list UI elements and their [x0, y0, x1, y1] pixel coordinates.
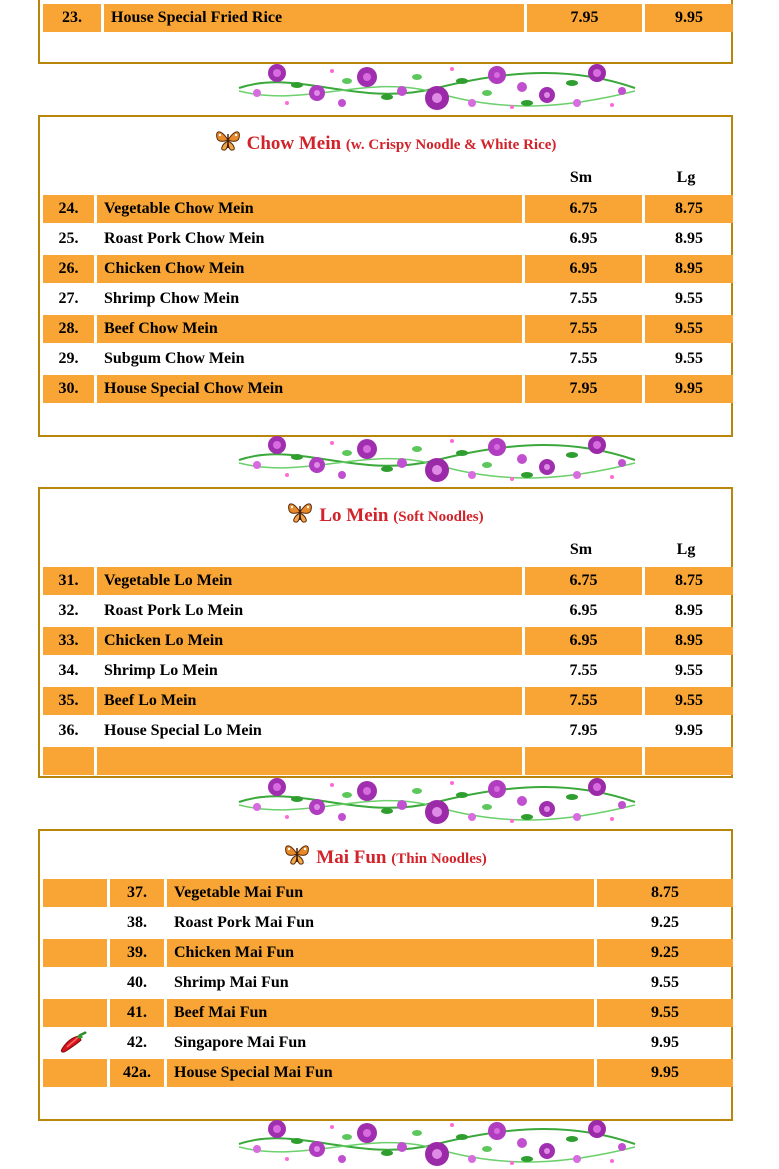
item-name: Roast Pork Mai Fun — [174, 914, 314, 931]
section-title — [40, 127, 731, 155]
item-price-small: 7.95 — [569, 722, 598, 739]
item-number: 35. — [43, 687, 94, 715]
menu-item-row — [43, 909, 728, 937]
item-price-large: 9.95 — [645, 4, 733, 32]
item-name: House Special Lo Mein — [104, 722, 262, 739]
menu-item-row — [43, 657, 728, 685]
item-name: Chicken Chow Mein — [97, 255, 522, 283]
item-name: House Special Fried Rice — [104, 4, 524, 32]
menu-item-row — [43, 717, 728, 745]
spicy-indicator-cell — [43, 879, 107, 907]
hot-pepper-icon — [57, 1031, 89, 1055]
item-name: House Special Mai Fun — [167, 1059, 594, 1087]
item-number: 42a. — [110, 1059, 164, 1087]
item-price-large: 9.95 — [675, 722, 703, 739]
item-price: 9.55 — [651, 974, 679, 991]
item-price-small: 7.55 — [525, 687, 642, 715]
menu-item-row — [43, 999, 728, 1027]
item-price-large: 9.95 — [645, 375, 733, 403]
item-price: 9.55 — [597, 999, 733, 1027]
item-price: 9.25 — [651, 914, 679, 931]
menu-item-row — [43, 195, 728, 223]
item-number: 42. — [127, 1034, 147, 1051]
item-number: 38. — [127, 914, 147, 931]
menu-item-row — [43, 4, 728, 32]
item-number: 23. — [43, 4, 101, 32]
section-title-text: Mai Fun — [316, 847, 387, 868]
item-price-small: 6.95 — [525, 255, 642, 283]
item-price-large: 9.55 — [675, 290, 703, 307]
item-name: Vegetable Lo Mein — [97, 567, 522, 595]
item-price-large: 8.95 — [645, 255, 733, 283]
item-name: Vegetable Mai Fun — [167, 879, 594, 907]
item-price: 9.95 — [651, 1034, 679, 1051]
item-price-small: 6.75 — [525, 195, 642, 223]
item-name: Shrimp Mai Fun — [174, 974, 289, 991]
item-number: 40. — [127, 974, 147, 991]
column-header-small: Sm — [569, 169, 593, 186]
item-name: Chicken Lo Mein — [97, 627, 522, 655]
item-price-small: 6.95 — [569, 230, 598, 247]
item-number: 39. — [110, 939, 164, 967]
butterfly-icon — [287, 499, 313, 525]
item-price-small: 7.55 — [569, 350, 598, 367]
item-price-large — [645, 747, 733, 775]
item-price-large: 8.95 — [645, 627, 733, 655]
item-name: Singapore Mai Fun — [174, 1034, 307, 1051]
item-name: Shrimp Lo Mein — [104, 662, 218, 679]
item-name: Chicken Mai Fun — [167, 939, 594, 967]
item-number: 29. — [58, 350, 79, 367]
item-number: 27. — [58, 290, 79, 307]
column-header-small: Sm — [569, 541, 593, 558]
item-number: 26. — [43, 255, 94, 283]
spicy-indicator-cell — [43, 969, 107, 997]
item-name: Vegetable Chow Mein — [97, 195, 522, 223]
menu-item-row — [43, 747, 728, 775]
item-number: 30. — [43, 375, 94, 403]
menu-item-row — [43, 285, 728, 313]
menu-item-row — [43, 225, 728, 253]
item-price-large: 9.55 — [675, 350, 703, 367]
item-price-small: 7.55 — [569, 290, 598, 307]
spicy-indicator-cell — [43, 909, 107, 937]
section-title-text: Chow Mein — [246, 133, 342, 154]
item-number: 36. — [58, 722, 79, 739]
item-number: 41. — [110, 999, 164, 1027]
section-title-text: Lo Mein — [319, 505, 389, 526]
section-title — [40, 841, 731, 869]
fried-rice-section — [38, 0, 733, 64]
menu-item-row — [43, 255, 728, 283]
mai-fun-section — [38, 829, 733, 1121]
menu-item-row — [43, 939, 728, 967]
item-price-small: 7.95 — [527, 4, 642, 32]
flower-garland-divider — [237, 63, 637, 113]
item-price: 9.95 — [597, 1059, 733, 1087]
butterfly-icon — [215, 127, 241, 153]
menu-item-row — [43, 687, 728, 715]
item-price-large: 8.95 — [675, 602, 703, 619]
item-number: 34. — [58, 662, 79, 679]
item-number: 28. — [43, 315, 94, 343]
spicy-indicator-cell — [43, 1029, 107, 1057]
chow-mein-section — [38, 115, 733, 437]
menu-item-row — [43, 345, 728, 373]
item-price-small: 7.55 — [569, 662, 598, 679]
item-name: Roast Pork Lo Mein — [104, 602, 244, 619]
butterfly-icon — [284, 841, 310, 867]
menu-item-row — [43, 1059, 728, 1087]
item-name: House Special Chow Mein — [97, 375, 522, 403]
item-name: Roast Pork Chow Mein — [104, 230, 265, 247]
menu-item-row — [43, 567, 728, 595]
item-name: Beef Mai Fun — [167, 999, 594, 1027]
item-number: 31. — [43, 567, 94, 595]
item-number: 32. — [58, 602, 79, 619]
menu-item-row — [43, 969, 728, 997]
item-name: Subgum Chow Mein — [104, 350, 245, 367]
menu-item-row — [43, 375, 728, 403]
item-price-small: 7.55 — [525, 315, 642, 343]
menu-item-row — [43, 627, 728, 655]
item-price-large: 9.55 — [675, 662, 703, 679]
flower-garland-divider — [237, 1119, 637, 1169]
spicy-indicator-cell — [43, 939, 107, 967]
item-price-small: 7.95 — [525, 375, 642, 403]
item-number: 24. — [43, 195, 94, 223]
menu-item-row — [43, 879, 728, 907]
flower-garland-divider — [237, 777, 637, 827]
menu-item-row — [43, 1029, 728, 1057]
spicy-indicator-cell — [43, 1059, 107, 1087]
item-number: 37. — [110, 879, 164, 907]
flower-garland-divider — [237, 435, 637, 485]
section-subtitle: (Thin Noodles) — [391, 851, 487, 867]
item-name: Shrimp Chow Mein — [104, 290, 240, 307]
item-price-small: 6.75 — [525, 567, 642, 595]
item-price-large: 8.95 — [675, 230, 703, 247]
item-number: 33. — [43, 627, 94, 655]
item-name: Beef Lo Mein — [97, 687, 522, 715]
spicy-indicator-cell — [43, 999, 107, 1027]
item-price-large: 8.75 — [645, 567, 733, 595]
menu-item-row — [43, 597, 728, 625]
section-subtitle: (w. Crispy Noodle & White Rice) — [345, 137, 557, 153]
item-number — [43, 747, 94, 775]
item-name — [97, 747, 522, 775]
lo-mein-section — [38, 487, 733, 778]
section-subtitle: (Soft Noodles) — [393, 509, 484, 525]
item-price-small: 6.95 — [525, 627, 642, 655]
item-price: 9.25 — [597, 939, 733, 967]
item-name: Beef Chow Mein — [97, 315, 522, 343]
item-price-large: 9.55 — [645, 315, 733, 343]
column-header-large: Lg — [676, 541, 696, 558]
item-price-small — [525, 747, 642, 775]
menu-item-row — [43, 315, 728, 343]
column-header-large: Lg — [676, 169, 696, 186]
item-price: 8.75 — [597, 879, 733, 907]
item-price-large: 8.75 — [645, 195, 733, 223]
item-price-large: 9.55 — [645, 687, 733, 715]
item-number: 25. — [58, 230, 79, 247]
item-price-small: 6.95 — [569, 602, 598, 619]
section-title — [40, 499, 731, 527]
